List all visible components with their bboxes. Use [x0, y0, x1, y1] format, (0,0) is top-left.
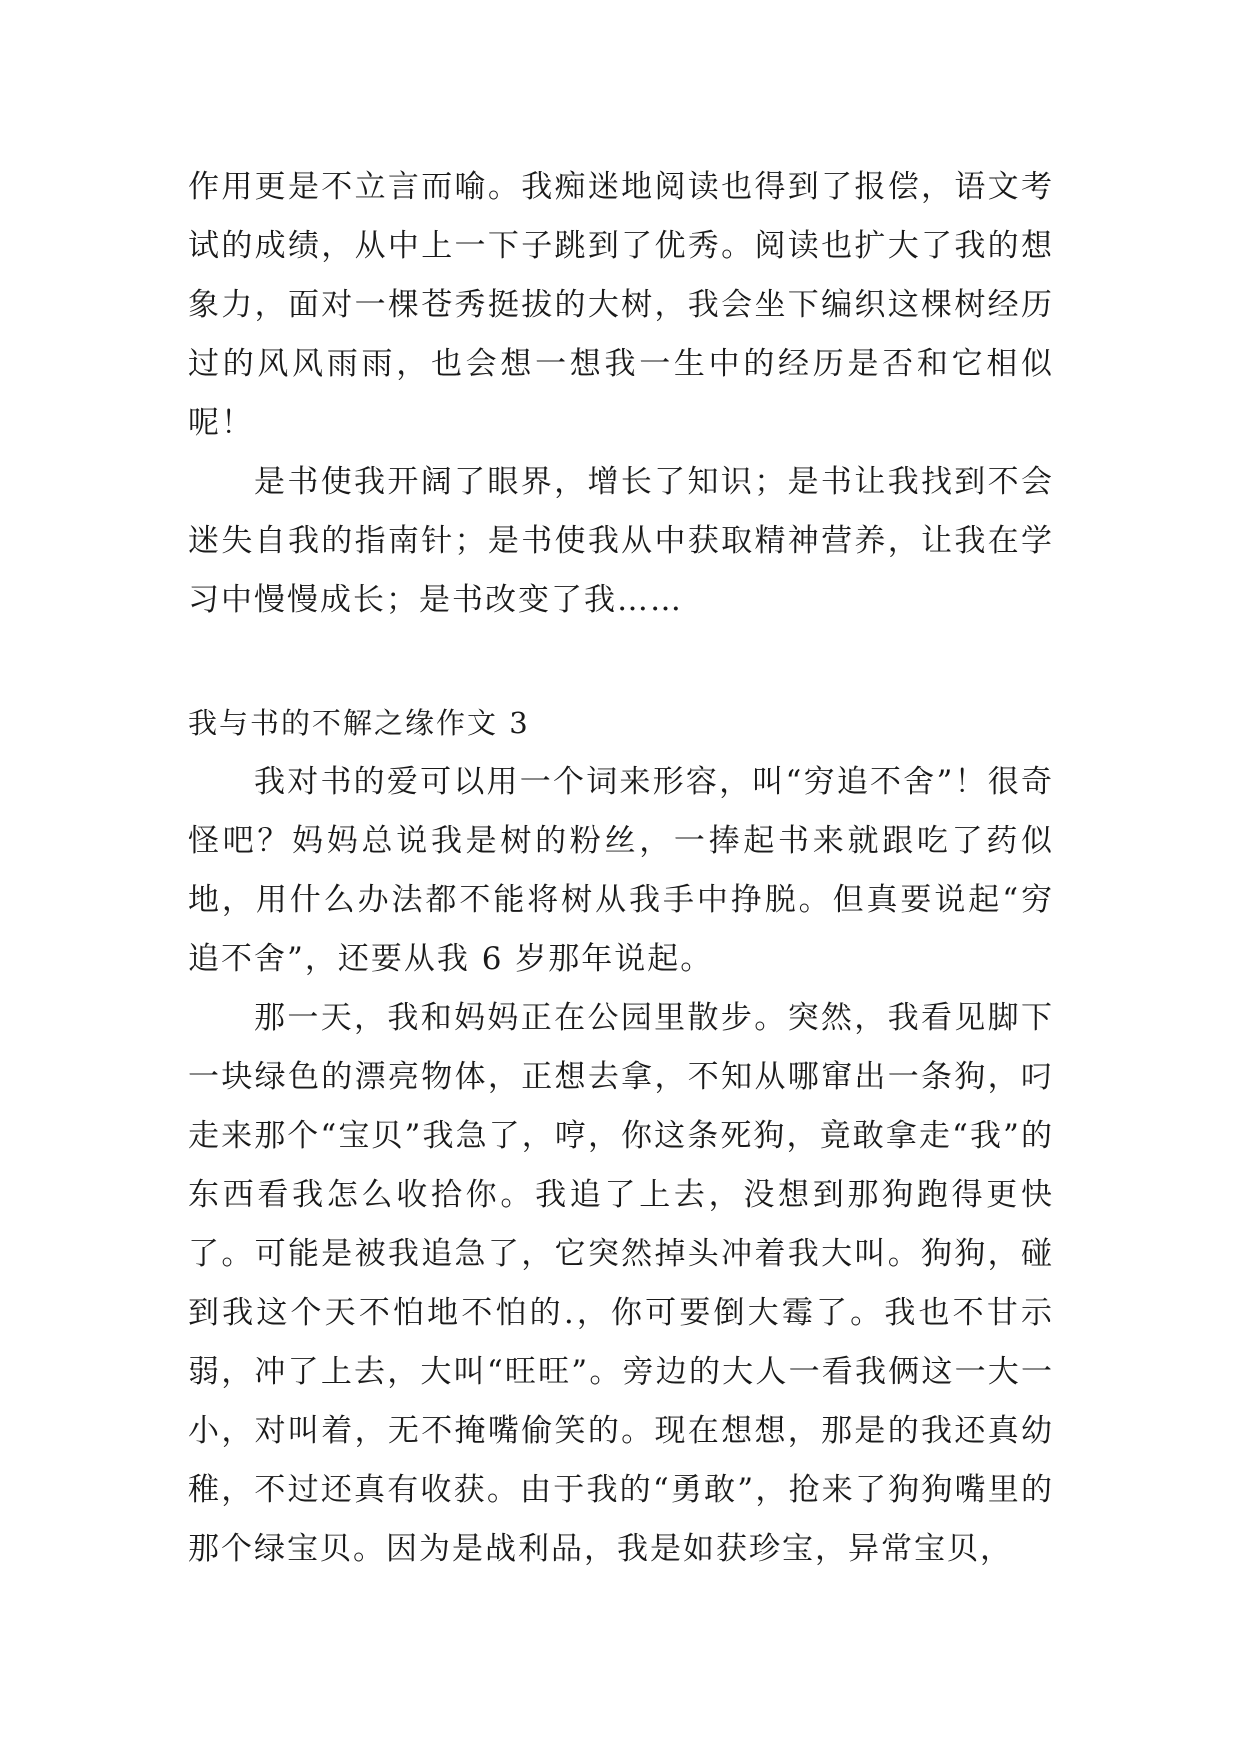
paragraph-3: 我对书的爱可以用一个词来形容，叫“穷追不舍”！很奇怪吧？妈妈总说我是树的粉丝，一捧起书来就跟吃了药似地，用什么办法都不能将树从我手中挣脱。但真要说起“穷追不舍”，还要从我 6 岁那年说起。 [188, 764, 1054, 977]
paragraph-1: 作用更是不立言而喻。我痴迷地阅读也得到了报偿，语文考试的成绩，从中上一下子跳到了优秀。阅读也扩大了我的想象力，面对一棵苍秀挺拔的大树，我会坐下编织这棵树经历过的风风雨雨，也会想一想我一生中的经历是否和它相似呢！ [188, 169, 1054, 441]
section-title: 我与书的不解之缘作文 3 [188, 706, 530, 740]
paragraph-4: 那一天，我和妈妈正在公园里散步。突然，我看见脚下一块绿色的漂亮物体，正想去拿，不知从哪窜出一条狗，叼走来那个“宝贝”我急了，哼，你这条死狗，竟敢拿走“我”的东西看我怎么收拾你。我追了上去，没想到那狗跑得更快了。可能是被我追急了，它突然掉头冲着我大叫。狗狗，碰到我这个天不怕地不怕的.，你可要倒大霉了。我也不甘示弱，冲了上去，大叫“旺旺”。旁边的大人一看我俩这一大一小，对叫着，无不掩嘴偷笑的。现在想想，那是的我还真幼稚，不过还真有收获。由于我的“勇敢”，抢来了狗狗嘴里的那个绿宝贝。因为是战利品，我是如获珍宝，异常宝贝， [188, 1000, 1054, 1567]
document-body [188, 158, 1054, 1579]
paragraph-2: 是书使我开阔了眼界，增长了知识；是书让我找到不会迷失自我的指南针；是书使我从中获取精神营养，让我在学习中慢慢成长；是书改变了我…… [188, 464, 1054, 618]
